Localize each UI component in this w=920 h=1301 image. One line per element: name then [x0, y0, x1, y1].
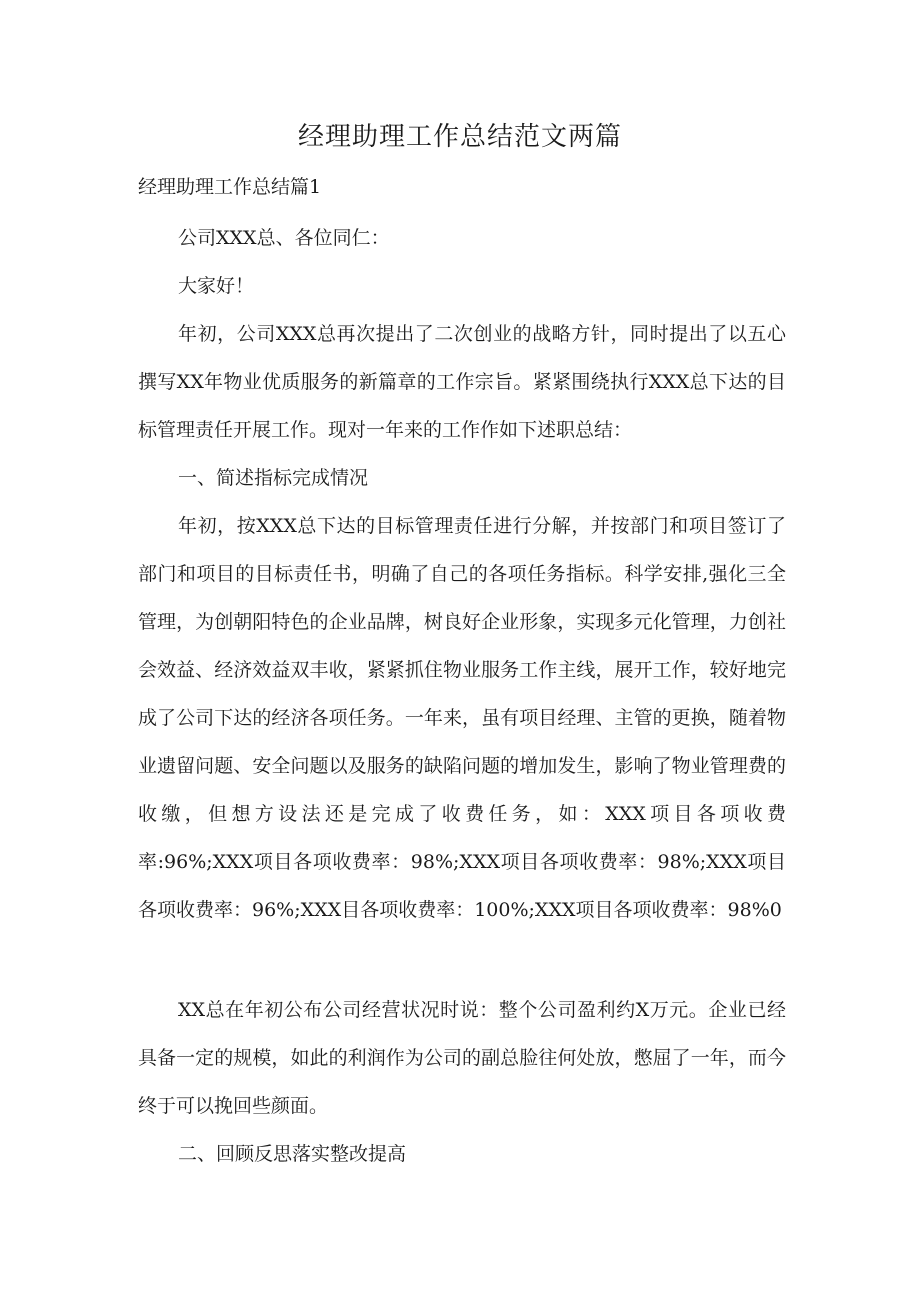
- paragraph-2: XX总在年初公布公司经营状况时说：整个公司盈利约X万元。企业已经具备一定的规模，如此的利润作为公司的副总脸往何处放，憋屈了一年，而今终于可以挽回些颜面。: [138, 999, 786, 1117]
- document-subtitle: 经理助理工作总结篇1: [138, 176, 322, 198]
- intro-paragraph: 年初，公司XXX总再次提出了二次创业的战略方针，同时提出了以五心撰写XX年物业优质服务的新篇章的工作宗旨。紧紧围绕执行XXX总下达的目标管理责任开展工作。现对一年来的工作作如下述职总结：: [138, 323, 786, 441]
- document-title: 经理助理工作总结范文两篇: [297, 122, 622, 152]
- paragraph-1: 年初，按XXX总下达的目标管理责任进行分解，并按部门和项目签订了部门和项目的目标责任书，明确了自己的各项任务指标。科学安排,强化三全管理，为创朝阳特色的企业品牌，树良好企业形象，实现多元化管理，力创社会效益、经济效益双丰收，紧紧抓住物业服务工作主线，展开工作，较好地完成了公司下达的经济各项任务。一年来，虽有项目经理、主管的更换，随着物业遗留问题、安全问题以及服务的缺陷问题的增加发生，影响了物业管理费的收缴，但想方设法还是完成了收费任务，如：XXX项目各项收费率:96%;XXX项目各项收费率：98%;XXX项目各项收费率：98%;XXX项目各项收费率：96%;XXX目各项收费率：100%;XXX项目各项收费率：98%0: [138, 515, 786, 921]
- section-heading-2: 二、回顾反思落实整改提高: [178, 1143, 407, 1165]
- greeting: 公司XXX总、各位同仁：: [178, 227, 390, 249]
- salutation: 大家好！: [178, 275, 255, 297]
- section-heading-1: 一、简述指标完成情况: [178, 467, 369, 489]
